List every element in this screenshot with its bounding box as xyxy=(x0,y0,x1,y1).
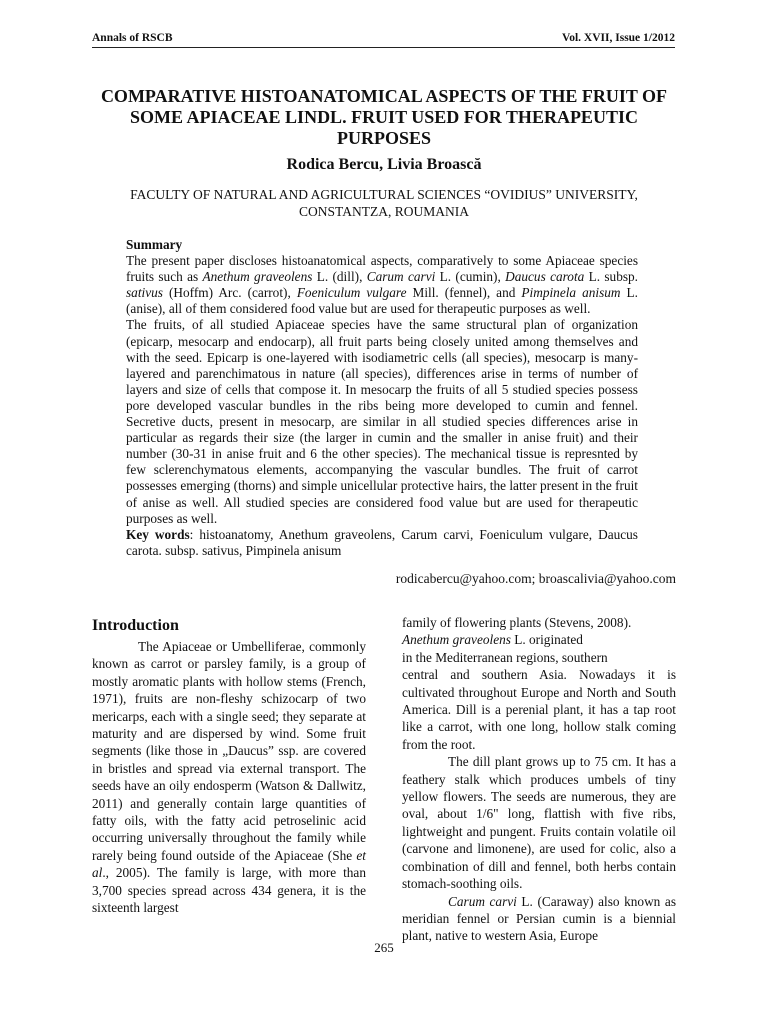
summary-paragraph-2: The fruits, of all studied Apiaceae species have the same structural plan of organization (epicarp, mesocarp and endocarp), all fruit parts being closely united among themselves and with the seed. Epicarp is one-layered with isodiametric cells (all species), mesocarp is many-layered and parenchimatous in nature (all species), differences arise in terms of number of layers and size of cells that compose it. In mesocarp the fruits of all 5 studied species possess pore developed vascular bundles in the ribs being more developed to cumin and fennel. Secretive ducts, present in mesocarp, are similar in all studied species differences arise in particular as regards their size (the larger in cumin and the smaller in anise fruit) and their number (30-31 in anise fruit and 6 the other species). The mechanical tissue is represnted by few sclerenchymatous elements, accompanying the vascular bundles. The fruit of carrot possesses emerging (thorns) and simple unicellular protective hairs, the latter present in the fruit of anise as well. All studied species are considered food value but are used for therapeutic purposes as well. xyxy=(126,317,638,526)
intro-heading: Introduction xyxy=(92,617,179,634)
intro-paragraph-1 xyxy=(92,638,366,917)
et-al: et al xyxy=(92,847,366,881)
dill-plant-paragraph: The dill plant grows up to 75 cm. It has a feathery stalk which produces umbels of tiny yellow flowers. The seeds are numerous, they are oval, about 1/6" long, flattish with five ribs, lightweight and pungent. Fruits contain volatile oil (carvone and limonene), are used for colic, also a combination of dill and fennel, both herbs contain stomach-soothing oils. xyxy=(402,754,676,892)
authors: Rodica Bercu, Livia Broască xyxy=(286,156,482,173)
text: L. originated xyxy=(510,632,583,648)
summary-section xyxy=(126,237,638,559)
keywords-list: : histoanatomy, Anethum graveolens, Carum carvi, Foeniculum vulgare, Daucus carota. subsp. sativus, Pimpinela anisum xyxy=(126,526,638,558)
text: L. (cumin), xyxy=(435,269,506,285)
species-name: Carum carvi xyxy=(366,269,436,285)
dill-region-line: in the Mediterranean regions, southern xyxy=(402,649,608,665)
dill-origin-line xyxy=(402,631,676,648)
author-emails: rodicabercu@yahoo.com; broascalivia@yahoo.com xyxy=(395,571,676,586)
intro-continued-line: family of flowering plants (Stevens, 2008). xyxy=(402,615,632,630)
text: L. (dill), xyxy=(312,269,367,285)
species-name: Daucus carota xyxy=(505,269,585,285)
intro-right-column xyxy=(402,614,676,945)
text: ., 2005). The family is large, with more than 3,700 species spread across 434 genera, it is the sixteenth largest xyxy=(92,865,366,916)
text: L. (anise), all of them considered food value but are used for therapeutic purposes as well. xyxy=(126,285,639,317)
page-number: 265 xyxy=(374,940,394,955)
summary-heading: Summary xyxy=(126,237,183,252)
journal-name: Annals of RSCB xyxy=(92,32,173,44)
volume-issue: Vol. XVII, Issue 1/2012 xyxy=(561,32,675,44)
keywords xyxy=(126,527,638,559)
species-name: Pimpinela anisum xyxy=(521,285,621,301)
summary-paragraph-1 xyxy=(126,253,638,317)
text: L. subsp. xyxy=(584,269,638,285)
species-name: sativus xyxy=(126,285,163,301)
species-name: Anethum graveolens xyxy=(202,269,313,285)
caraway-paragraph xyxy=(402,893,676,945)
affiliation: FACULTY OF NATURAL AND AGRICULTURAL SCIENCES “OVIDIUS” UNIVERSITY, CONSTANTZA, ROUMANIA xyxy=(130,187,638,219)
text: Mill. (fennel), and xyxy=(406,285,522,301)
text: (Hoffm) Arc. (carrot), xyxy=(162,285,297,301)
text: The present paper discloses histoanatomical aspects, comparatively to some Apiaceae species fruits such as xyxy=(126,253,638,285)
dill-paragraph: central and southern Asia. Nowadays it is cultivated throughout Europe and North and South America. Dill is a perenial plant, it has a tap root like a carrot, with one long, hollow stalk coming from the root. xyxy=(402,667,676,752)
species-name: Carum carvi xyxy=(448,893,517,909)
header-rule xyxy=(92,47,675,48)
text: L. (Caraway) also known as meridian fennel or Persian cumin is a biennial plant, native to western Asia, Europe xyxy=(402,893,676,944)
text: The Apiaceae or Umbelliferae, commonly known as carrot or parsley family, is a group of mostly aromatic plants with hollow stems (French, 1971), fruits are non-fleshy schizocarp of two mericarps, each with a single seed; they separate at maturity and are dispersed by wind. Some fruit segments (like those in „Daucus” ssp. are covered in bristles and spread via external transport. The seeds have an oily endosperm (Watson & Dallwitz, 2011) and generally contain large quantities of fatty oils, with the fatty acid petroselinic acid occurring universally throughout the family while rarely being found outside of the Apiaceae (She xyxy=(92,639,366,863)
intro-left-column xyxy=(92,614,366,917)
keywords-label: Key words xyxy=(126,526,190,542)
species-name: Anethum graveolens xyxy=(402,632,511,648)
paper-title: COMPARATIVE HISTOANATOMICAL ASPECTS OF THE FRUIT OF SOME APIACEAE LINDL. FRUIT USED FOR THERAPEUTIC PURPOSES xyxy=(100,86,668,148)
species-name: Foeniculum vulgare xyxy=(296,285,407,301)
